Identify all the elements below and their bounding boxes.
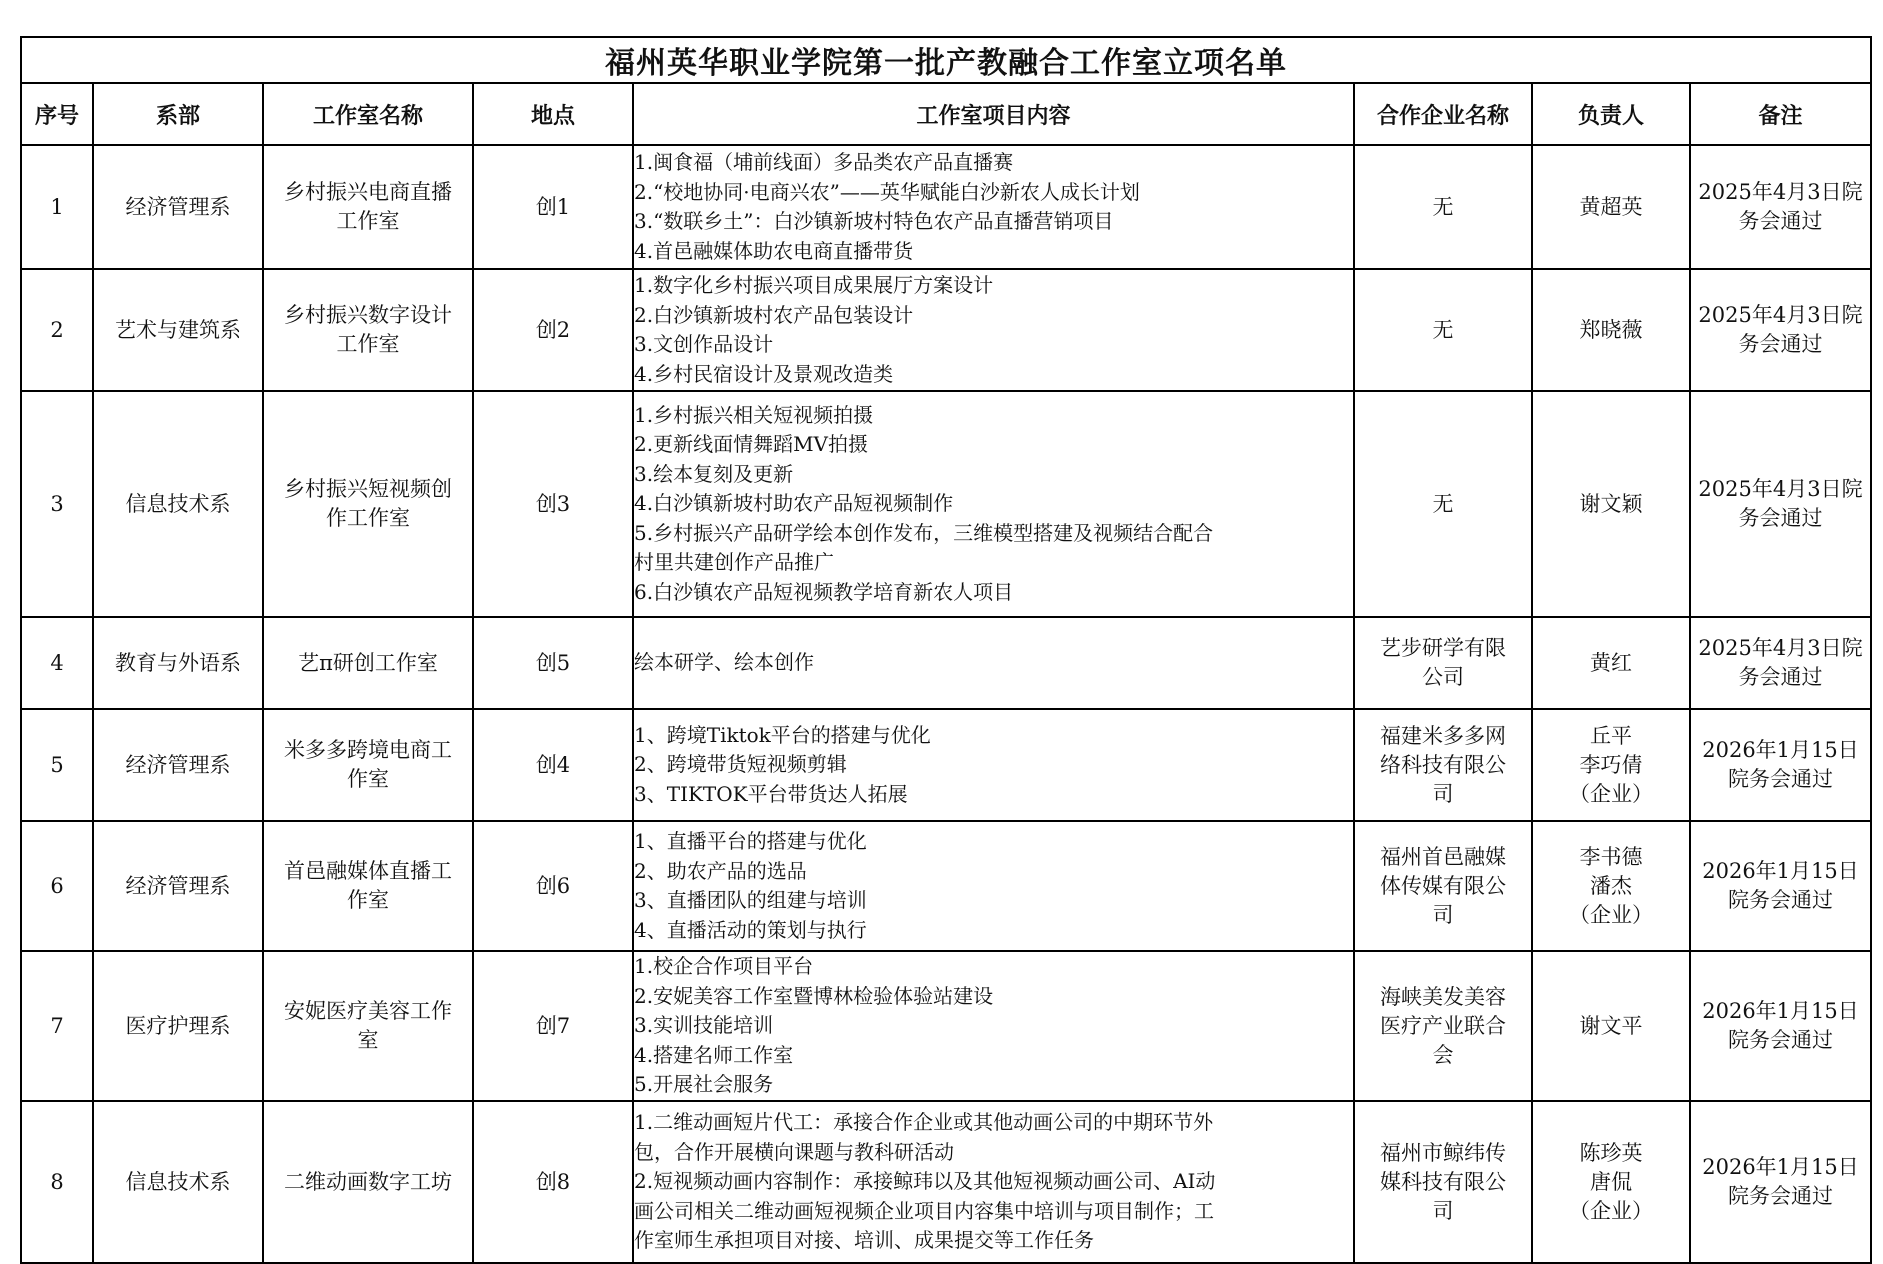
content-line: 4.首邑融媒体助农电商直播带货 bbox=[634, 238, 914, 263]
studio-name-line: 作室 bbox=[347, 767, 389, 791]
document-title: 福州英华职业学院第一批产教融合工作室立项名单 bbox=[21, 37, 1871, 83]
cell-remark bbox=[1690, 1101, 1871, 1263]
cell-dept bbox=[93, 821, 263, 951]
partner-line: 体传媒有限公 bbox=[1380, 873, 1506, 898]
cell-content bbox=[633, 709, 1354, 821]
cell-content bbox=[633, 821, 1354, 951]
content-line: 6.白沙镇农产品短视频教学培育新农人项目 bbox=[634, 579, 1014, 604]
remark-line: 务会通过 bbox=[1738, 665, 1823, 689]
content-line: 1.二维动画短片代工：承接合作企业或其他动画公司的中期环节外 bbox=[634, 1110, 1214, 1135]
content-line: 2.更新线面情舞蹈MV拍摄 bbox=[634, 432, 869, 457]
cell-no-text: 6 bbox=[50, 873, 64, 898]
partner-line: 福州市鲸纬传 bbox=[1380, 1140, 1506, 1165]
cell-location-text: 创7 bbox=[535, 1013, 571, 1038]
table-row bbox=[21, 709, 1871, 821]
cell-leader bbox=[1532, 821, 1690, 951]
cell-dept bbox=[93, 1101, 263, 1263]
cell-no-text: 3 bbox=[50, 491, 64, 516]
cell-partner bbox=[1354, 709, 1532, 821]
remark-line: 2025年4月3日院 bbox=[1698, 303, 1863, 327]
cell-location bbox=[473, 821, 633, 951]
content-line: 4.搭建名师工作室 bbox=[634, 1042, 794, 1067]
studio-name-line: 安妮医疗美容工作 bbox=[284, 999, 452, 1023]
partner-line: 司 bbox=[1432, 1198, 1454, 1223]
cell-location-text: 创5 bbox=[535, 650, 571, 675]
content-line: 3、直播团队的组建与培训 bbox=[634, 888, 867, 912]
studio-name-line: 艺π研创工作室 bbox=[298, 650, 438, 675]
partner-line: 无 bbox=[1432, 194, 1454, 219]
leader-line: 陈珍英 bbox=[1579, 1140, 1643, 1165]
cell-content bbox=[633, 617, 1354, 709]
cell-studio bbox=[263, 391, 473, 617]
cell-location-text: 创3 bbox=[535, 491, 571, 516]
remark-line: 院务会通过 bbox=[1728, 1184, 1833, 1208]
cell-dept bbox=[93, 269, 263, 391]
cell-remark bbox=[1690, 391, 1871, 617]
cell-dept-text: 经济管理系 bbox=[125, 873, 231, 898]
cell-studio bbox=[263, 269, 473, 391]
cell-location bbox=[473, 145, 633, 269]
cell-partner bbox=[1354, 269, 1532, 391]
cell-content bbox=[633, 1101, 1354, 1263]
cell-no-text: 8 bbox=[50, 1169, 64, 1194]
content-line: 1、跨境Tiktok平台的搭建与优化 bbox=[634, 722, 931, 747]
cell-content bbox=[633, 145, 1354, 269]
content-line: 2.白沙镇新坡村农产品包装设计 bbox=[634, 302, 914, 327]
partner-line: 福建米多多网 bbox=[1380, 723, 1506, 748]
cell-location bbox=[473, 269, 633, 391]
remark-line: 务会通过 bbox=[1738, 209, 1823, 233]
cell-dept-text: 信息技术系 bbox=[125, 491, 231, 516]
cell-location-text: 创2 bbox=[535, 317, 571, 342]
partner-line: 海峡美发美容 bbox=[1380, 984, 1506, 1009]
cell-dept bbox=[93, 145, 263, 269]
table-row bbox=[21, 269, 1871, 391]
cell-no bbox=[21, 145, 93, 269]
content-line: 3.绘本复刻及更新 bbox=[634, 461, 794, 486]
table-row bbox=[21, 1101, 1871, 1263]
cell-partner bbox=[1354, 145, 1532, 269]
cell-partner bbox=[1354, 617, 1532, 709]
cell-no bbox=[21, 951, 93, 1101]
cell-dept bbox=[93, 951, 263, 1101]
content-line: 2、跨境带货短视频剪辑 bbox=[634, 752, 847, 777]
remark-line: 2026年1月15日 bbox=[1702, 1155, 1859, 1179]
cell-no bbox=[21, 269, 93, 391]
cell-location bbox=[473, 1101, 633, 1263]
cell-location-text: 创8 bbox=[535, 1169, 571, 1194]
cell-dept bbox=[93, 617, 263, 709]
cell-studio bbox=[263, 1101, 473, 1263]
table-row bbox=[21, 145, 1871, 269]
studio-name-line: 米多多跨境电商工 bbox=[284, 738, 452, 762]
document-sheet bbox=[20, 36, 1870, 1264]
cell-location-text: 创1 bbox=[535, 194, 571, 219]
content-line: 5.乡村振兴产品研学绘本创作发布，三维模型搭建及视频结合配合 bbox=[634, 520, 1214, 545]
cell-dept bbox=[93, 391, 263, 617]
cell-no-text: 7 bbox=[50, 1013, 64, 1038]
partner-line: 公司 bbox=[1422, 665, 1464, 689]
cell-content bbox=[633, 269, 1354, 391]
studio-name-line: 二维动画数字工坊 bbox=[284, 1169, 452, 1194]
leader-line: 李巧倩 bbox=[1579, 752, 1643, 777]
cell-partner bbox=[1354, 951, 1532, 1101]
partner-line: 司 bbox=[1432, 902, 1454, 927]
leader-line: 李书德 bbox=[1579, 844, 1643, 869]
cell-remark bbox=[1690, 145, 1871, 269]
remark-line: 务会通过 bbox=[1738, 332, 1823, 356]
leader-line: 丘平 bbox=[1590, 723, 1632, 748]
partner-line: 无 bbox=[1432, 491, 1454, 516]
table-row bbox=[21, 821, 1871, 951]
content-line: 3.“数联乡土”：白沙镇新坡村特色农产品直播营销项目 bbox=[634, 209, 1114, 233]
partner-line: 艺步研学有限 bbox=[1380, 636, 1506, 660]
leader-line: 谢文平 bbox=[1579, 1013, 1643, 1038]
cell-dept-text: 信息技术系 bbox=[125, 1169, 231, 1194]
header-studio: 工作室名称 bbox=[263, 83, 473, 145]
leader-line: （企业） bbox=[1569, 902, 1653, 927]
remark-line: 2026年1月15日 bbox=[1702, 999, 1859, 1023]
studio-name-line: 首邑融媒体直播工 bbox=[284, 859, 452, 883]
cell-location bbox=[473, 391, 633, 617]
content-line: 2.“校地协同·电商兴农”——英华赋能白沙新农人成长计划 bbox=[634, 179, 1140, 204]
header-partner: 合作企业名称 bbox=[1354, 83, 1532, 145]
content-line: 包，合作开展横向课题与教科研活动 bbox=[634, 1139, 954, 1164]
content-line: 4.乡村民宿设计及景观改造类 bbox=[634, 361, 894, 386]
partner-line: 福州首邑融媒 bbox=[1380, 844, 1506, 869]
cell-no-text: 5 bbox=[50, 752, 64, 777]
cell-dept-text: 教育与外语系 bbox=[115, 650, 241, 675]
studio-name-line: 乡村振兴短视频创 bbox=[284, 477, 452, 501]
cell-studio bbox=[263, 821, 473, 951]
studio-name-line: 乡村振兴电商直播 bbox=[284, 180, 452, 204]
cell-partner bbox=[1354, 391, 1532, 617]
header-content: 工作室项目内容 bbox=[633, 83, 1354, 145]
cell-content bbox=[633, 951, 1354, 1101]
studio-name-line: 室 bbox=[357, 1028, 379, 1052]
cell-leader bbox=[1532, 617, 1690, 709]
studio-name-line: 工作室 bbox=[336, 209, 400, 233]
cell-location bbox=[473, 709, 633, 821]
cell-content bbox=[633, 391, 1354, 617]
cell-location-text: 创6 bbox=[535, 873, 571, 898]
cell-no bbox=[21, 391, 93, 617]
cell-dept-text: 经济管理系 bbox=[125, 194, 231, 219]
leader-line: 潘杰 bbox=[1590, 873, 1632, 898]
header-remark: 备注 bbox=[1690, 83, 1871, 145]
remark-line: 院务会通过 bbox=[1728, 767, 1833, 791]
remark-line: 2026年1月15日 bbox=[1702, 738, 1859, 762]
cell-leader bbox=[1532, 145, 1690, 269]
studio-name-line: 作工作室 bbox=[326, 506, 410, 530]
cell-no bbox=[21, 821, 93, 951]
table-row bbox=[21, 951, 1871, 1101]
cell-no bbox=[21, 709, 93, 821]
remark-line: 院务会通过 bbox=[1728, 888, 1833, 912]
partner-line: 络科技有限公 bbox=[1380, 752, 1506, 777]
partner-line: 会 bbox=[1432, 1042, 1454, 1067]
leader-line: 黄超英 bbox=[1579, 194, 1643, 219]
leader-line: 唐侃 bbox=[1590, 1169, 1632, 1194]
cell-studio bbox=[263, 617, 473, 709]
studio-name-line: 工作室 bbox=[336, 332, 400, 356]
cell-leader bbox=[1532, 1101, 1690, 1263]
cell-leader bbox=[1532, 951, 1690, 1101]
content-line: 画公司相关二维动画短视频企业项目内容集中培训与项目制作；工 bbox=[634, 1198, 1214, 1223]
content-line: 2.短视频动画内容制作：承接鲸玮以及其他短视频动画公司、AI动 bbox=[634, 1169, 1216, 1194]
content-line: 1.数字化乡村振兴项目成果展厅方案设计 bbox=[634, 273, 994, 297]
content-line: 1.校企合作项目平台 bbox=[634, 954, 814, 979]
cell-no-text: 1 bbox=[50, 194, 64, 219]
leader-line: （企业） bbox=[1569, 1198, 1653, 1223]
leader-line: 黄红 bbox=[1590, 650, 1632, 675]
content-line: 5.开展社会服务 bbox=[634, 1072, 774, 1097]
cell-no-text: 4 bbox=[50, 650, 64, 675]
table-body bbox=[21, 145, 1871, 1263]
content-line: 3.文创作品设计 bbox=[634, 332, 774, 356]
studio-name-line: 乡村振兴数字设计 bbox=[284, 303, 452, 327]
cell-remark bbox=[1690, 951, 1871, 1101]
cell-no bbox=[21, 617, 93, 709]
content-line: 1、直播平台的搭建与优化 bbox=[634, 829, 867, 853]
content-line: 3、TIKTOK平台带货达人拓展 bbox=[634, 781, 908, 806]
content-line: 绘本研学、绘本创作 bbox=[634, 650, 814, 675]
cell-studio bbox=[263, 951, 473, 1101]
partner-line: 媒科技有限公 bbox=[1380, 1169, 1506, 1194]
content-line: 1.乡村振兴相关短视频拍摄 bbox=[634, 402, 874, 427]
header-dept: 系部 bbox=[93, 83, 263, 145]
cell-remark bbox=[1690, 709, 1871, 821]
cell-studio bbox=[263, 145, 473, 269]
content-line: 3.实训技能培训 bbox=[634, 1013, 774, 1038]
content-line: 作室师生承担项目对接、培训、成果提交等工作任务 bbox=[634, 1228, 1094, 1253]
content-line: 2、助农产品的选品 bbox=[634, 858, 807, 883]
cell-dept-text: 医疗护理系 bbox=[125, 1013, 231, 1038]
header-location: 地点 bbox=[473, 83, 633, 145]
cell-leader bbox=[1532, 709, 1690, 821]
remark-line: 2025年4月3日院 bbox=[1698, 636, 1863, 660]
content-line: 2.安妮美容工作室暨博林检验体验站建设 bbox=[634, 983, 994, 1008]
content-line: 4.白沙镇新坡村助农产品短视频制作 bbox=[634, 491, 954, 516]
table-header-row bbox=[21, 83, 1871, 145]
cell-leader bbox=[1532, 391, 1690, 617]
cell-studio bbox=[263, 709, 473, 821]
remark-line: 院务会通过 bbox=[1728, 1028, 1833, 1052]
header-no: 序号 bbox=[21, 83, 93, 145]
header-leader: 负责人 bbox=[1532, 83, 1690, 145]
content-line: 1.闽食福（埔前线面）多品类农产品直播赛 bbox=[634, 150, 1014, 174]
content-line: 4、直播活动的策划与执行 bbox=[634, 917, 867, 942]
remark-line: 2026年1月15日 bbox=[1702, 859, 1859, 883]
partner-line: 司 bbox=[1432, 781, 1454, 806]
cell-remark bbox=[1690, 617, 1871, 709]
leader-line: （企业） bbox=[1569, 781, 1653, 806]
remark-line: 务会通过 bbox=[1738, 506, 1823, 530]
remark-line: 2025年4月3日院 bbox=[1698, 180, 1863, 204]
leader-line: 谢文颖 bbox=[1579, 491, 1643, 516]
project-list-table bbox=[20, 36, 1872, 1264]
cell-no-text: 2 bbox=[50, 317, 64, 342]
table-row bbox=[21, 391, 1871, 617]
cell-location bbox=[473, 951, 633, 1101]
table-row bbox=[21, 617, 1871, 709]
partner-line: 医疗产业联合 bbox=[1380, 1013, 1506, 1038]
cell-remark bbox=[1690, 821, 1871, 951]
cell-no bbox=[21, 1101, 93, 1263]
studio-name-line: 作室 bbox=[347, 888, 389, 912]
cell-dept-text: 艺术与建筑系 bbox=[115, 317, 241, 342]
cell-partner bbox=[1354, 1101, 1532, 1263]
cell-leader bbox=[1532, 269, 1690, 391]
content-line: 村里共建创作产品推广 bbox=[634, 550, 834, 575]
remark-line: 2025年4月3日院 bbox=[1698, 477, 1863, 501]
cell-dept bbox=[93, 709, 263, 821]
leader-line: 郑晓薇 bbox=[1579, 317, 1643, 342]
cell-dept-text: 经济管理系 bbox=[125, 752, 231, 777]
cell-location bbox=[473, 617, 633, 709]
cell-remark bbox=[1690, 269, 1871, 391]
cell-location-text: 创4 bbox=[535, 752, 571, 777]
cell-partner bbox=[1354, 821, 1532, 951]
partner-line: 无 bbox=[1432, 317, 1454, 342]
